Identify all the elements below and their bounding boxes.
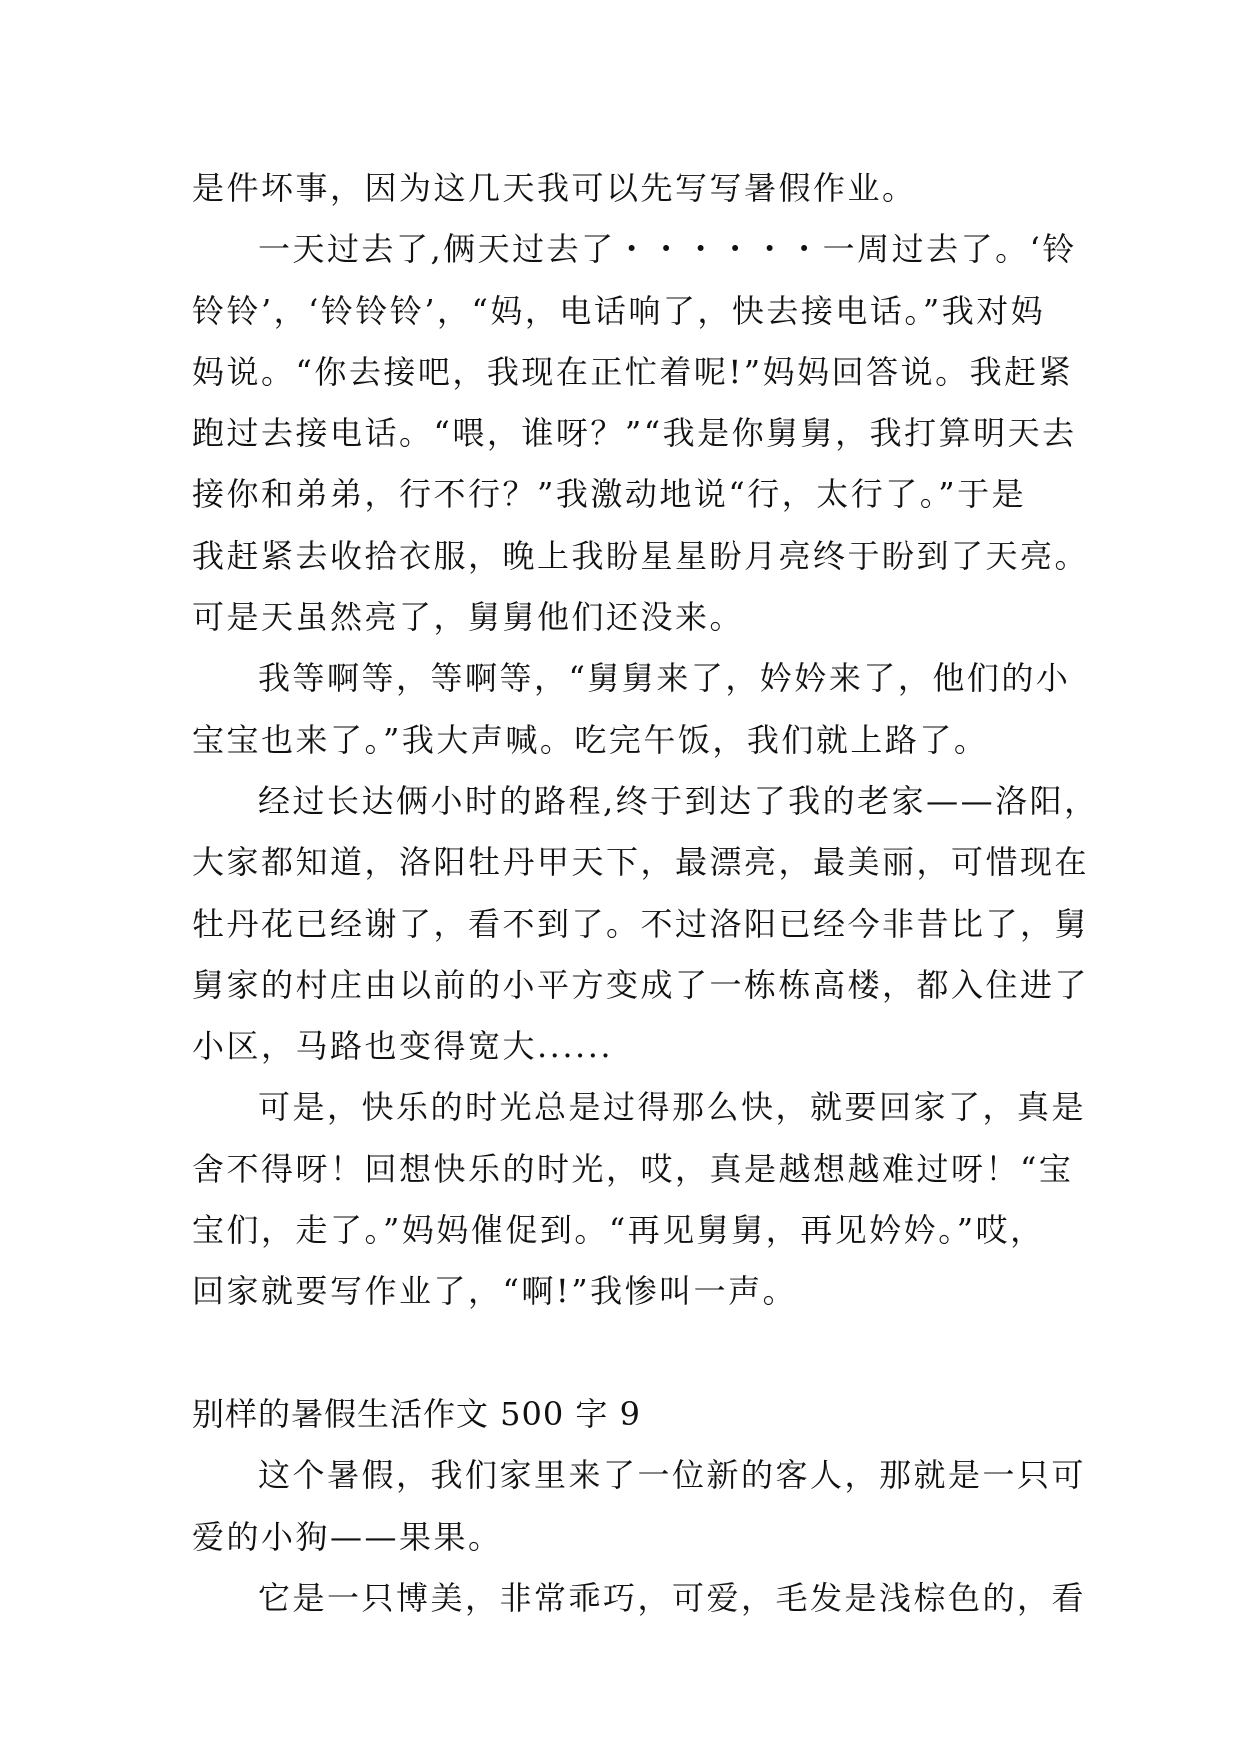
text-line: 大家都知道，洛阳牡丹甲天下，最漂亮，最美丽，可惜现在 — [192, 843, 1090, 882]
text-line: 爱的小狗——果果。 — [192, 1517, 503, 1556]
text-line: 铃铃’，‘铃铃铃’，“妈，电话响了，快去接电话。”我对妈 — [192, 291, 1046, 330]
text-line: 舅家的村庄由以前的小平方变成了一栋栋高楼，都入住进了 — [192, 965, 1090, 1004]
section-heading: 别样的暑假生活作文 500 字 9 — [192, 1394, 641, 1433]
text-line: 牡丹花已经谢了，看不到了。不过洛阳已经今非昔比了，舅 — [192, 904, 1090, 943]
text-line: 这个暑假，我们家里来了一位新的客人，那就是一只可 — [258, 1456, 1087, 1495]
essay-body — [192, 158, 1099, 1629]
text-line: 跑过去接电话。“喂，谁呀？”“我是你舅舅，我打算明天去 — [192, 414, 1077, 453]
text-line: 可是，快乐的时光总是过得那么快，就要回家了，真是 — [258, 1088, 1087, 1127]
text-line: 它是一只博美，非常乖巧，可爱，毛发是浅棕色的，看 — [258, 1578, 1087, 1617]
text-line: 回家就要写作业了，“啊!”我惨叫一声。 — [192, 1272, 798, 1311]
text-line: 接你和弟弟，行不行？”我激动地说“行，太行了。”于是 — [192, 475, 1027, 514]
text-line: 宝宝也来了。”我大声喊。吃完午饭，我们就上路了。 — [192, 720, 989, 759]
text-line: 小区，马路也变得宽大...... — [192, 1027, 614, 1066]
text-line: 是件坏事，因为这几天我可以先写写暑假作业。 — [192, 169, 917, 207]
text-line: 我等啊等，等啊等，“舅舅来了，妗妗来了，他们的小 — [258, 659, 1071, 698]
paragraph-gap — [192, 1323, 1062, 1384]
text-line: 妈说。“你去接吧，我现在正忙着呢!”妈妈回答说。我赶紧 — [192, 352, 1074, 391]
text-line: 宝们，走了。”妈妈催促到。“再见舅舅，再见妗妗。”哎， — [192, 1211, 1045, 1250]
text-line: 我赶紧去收拾衣服，晚上我盼星星盼月亮终于盼到了天亮。 — [192, 536, 1090, 575]
text-line: 舍不得呀！回想快乐的时光，哎，真是越想越难过呀！“宝 — [192, 1149, 1074, 1188]
text-line: 经过长达俩小时的路程,终于到达了我的老家——洛阳， — [258, 781, 1099, 820]
text-line: 可是天虽然亮了，舅舅他们还没来。 — [192, 598, 745, 637]
text-line: 一天过去了,俩天过去了・・・・・・一周过去了。‘铃 — [258, 230, 1077, 269]
